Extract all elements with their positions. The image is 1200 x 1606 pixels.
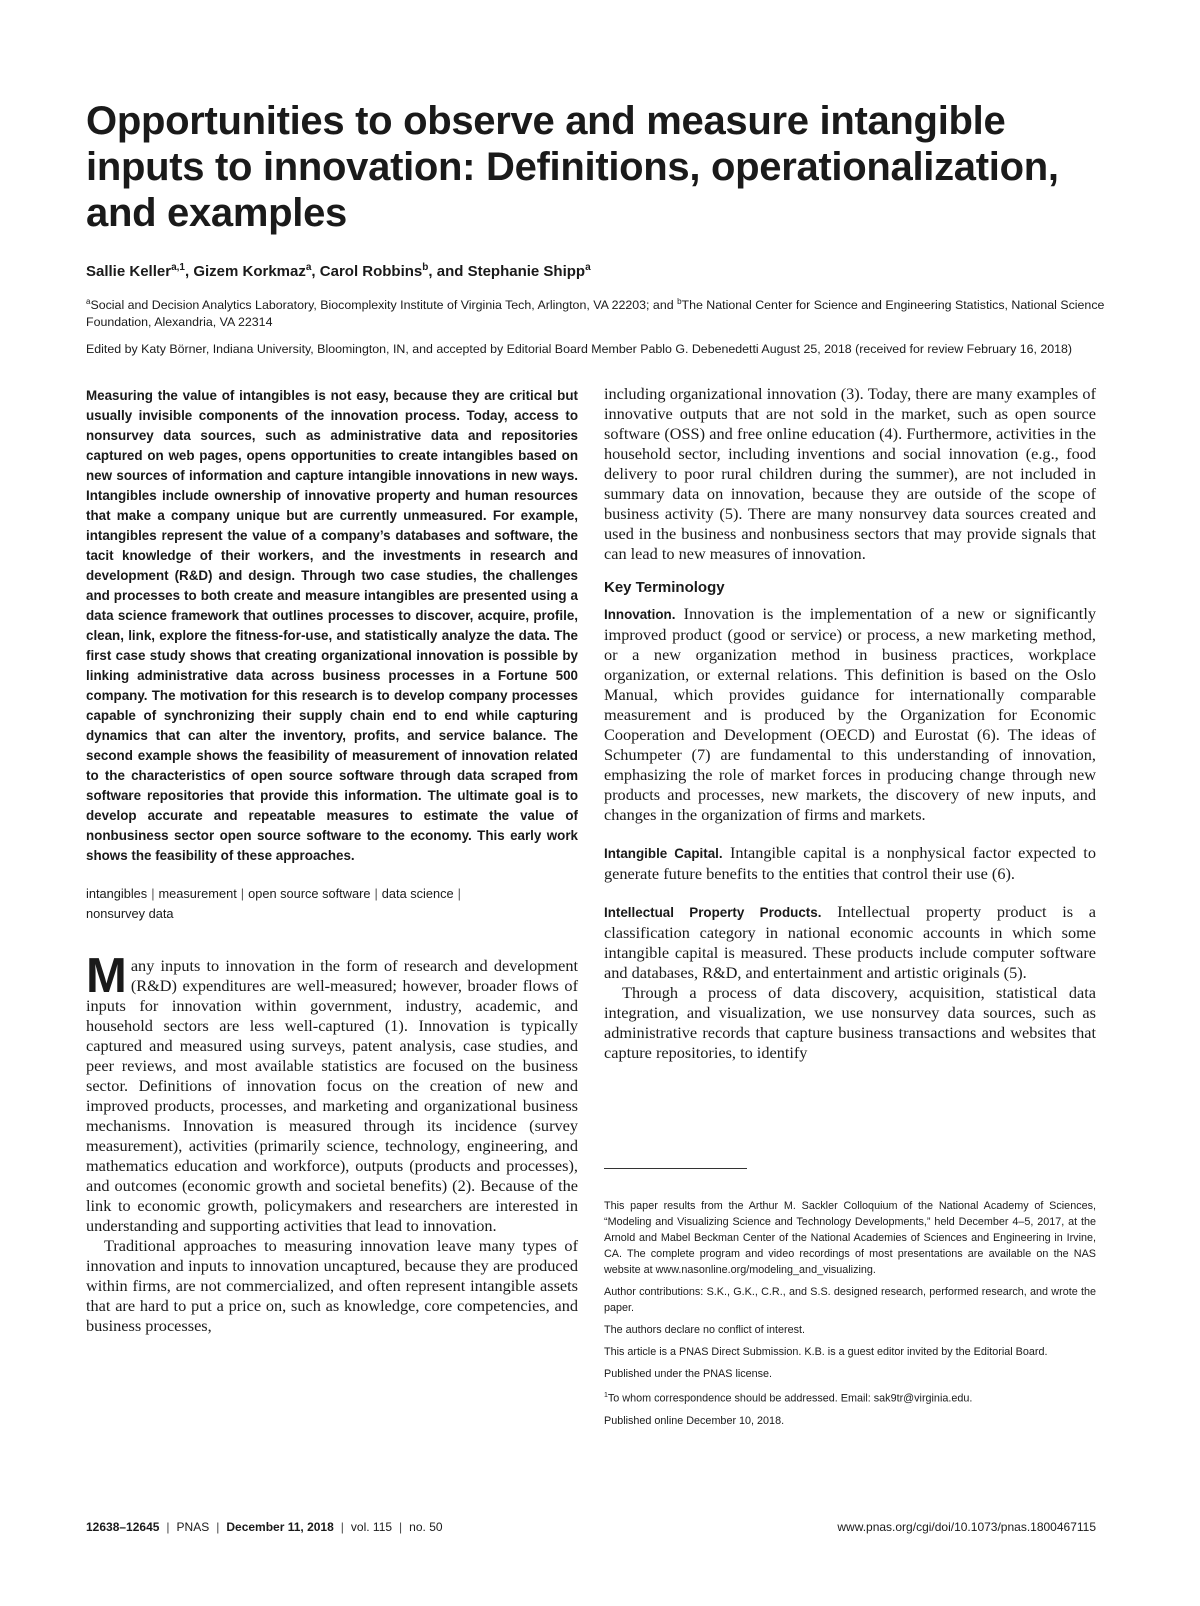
affiliation-mark: a xyxy=(86,297,91,306)
journal-name: PNAS xyxy=(176,1520,210,1534)
author-affiliation-mark: a xyxy=(585,262,591,273)
term-definition xyxy=(604,843,1096,884)
volume: vol. 115 xyxy=(350,1520,393,1534)
edited-by-note: Edited by Katy Börner, Indiana University, Bloomington, IN, and accepted by Editorial Board Member Pablo G. Debenedetti August 25, 2018 (received for review February 16, 2018) xyxy=(86,342,1073,356)
affiliation-a: Social and Decision Analytics Laboratory, Biocomplexity Institute of Virginia Tech, Arlington, VA 22203; and xyxy=(90,298,678,313)
author-name: Carol Robbins xyxy=(319,263,423,280)
footnote-published: Published online December 10, 2018. xyxy=(604,1414,785,1427)
footnote-colloquium: This paper results from the Arthur M. Sackler Colloquium of the National Academy of Sciences, “Modeling and Visualizing Science and Technology Developments,” held December 4–5, 2017, at the Arnold and Mabel Beckman Center of the National Academies of Sciences and Engineering in Irvine, CA. The complete program and video recordings of most presentations are available on the NAS website at www.nasonline.org/modeling_and_visualizing. xyxy=(604,1200,1096,1276)
footnote-divider xyxy=(604,1168,747,1169)
body-paragraph: including organizational innovation (3). Today, there are many examples of innovative outputs that are not sold in the market, such as open source software (OSS) and free online education (4). Furthermore, activities in the household sector, including inventions and social innovation (e.g., food delivery to poor rural children during the summer), are not included in summary data on innovation, because they are outside of the scope of business activity (5). There are many nonsurvey data sources created and used in the business and nonbusiness sectors that may provide signals that can lead to new measures of innovation. xyxy=(604,384,1096,563)
footnote-conflict: The authors declare no conflict of interest. xyxy=(604,1324,806,1336)
author-list xyxy=(86,258,1116,282)
correspondence-text: To whom correspondence should be addressed. Email: sak9tr@virginia.edu. xyxy=(607,1392,973,1405)
author-name: Stephanie Shipp xyxy=(467,263,586,280)
keyword: data science xyxy=(381,886,454,901)
page-range: 12638–12645 xyxy=(86,1520,160,1534)
term-name: Innovation. xyxy=(604,607,676,622)
intro-paragraph xyxy=(86,949,578,1236)
affiliation-b: The National Center for Science and Engineering Statistics, National Science Foundation, Alexandria, VA 22314 xyxy=(86,298,1105,330)
term-text: Intellectual property product is a classification category in national economic accounts in which some intangible capital is measured. These products include computer software and databases, R&D, and entertainment and artistic originals (5). xyxy=(604,902,1097,982)
author-separator: , xyxy=(311,263,320,280)
issue-date: December 11, 2018 xyxy=(226,1520,334,1534)
affiliations xyxy=(86,293,1106,331)
doi-link[interactable]: www.pnas.org/cgi/doi/10.1073/pnas.1800467115 xyxy=(837,1520,1096,1534)
keyword: nonsurvey data xyxy=(86,906,174,921)
issue-number: no. 50 xyxy=(409,1520,443,1534)
author-affiliation-mark: a xyxy=(305,262,312,273)
footnote-submission: This article is a PNAS Direct Submission. K.B. is a guest editor invited by the Editorial Board. xyxy=(604,1346,1048,1358)
author-name: Gizem Korkmaz xyxy=(193,263,306,280)
keyword: open source software xyxy=(248,886,371,901)
footnote-correspondence xyxy=(604,1388,1096,1407)
author-affiliation-mark: b xyxy=(422,262,429,273)
intro-paragraph-text: any inputs to innovation in the form of research and development (R&D) expenditures are well-measured; however, broader flows of inputs for innovation within government, industry, academic, and household sectors are less well-captured (1). Innovation is typically captured and measured using surveys, patent analysis, case studies, and peer reviews, and most available statistics are focused on the business sector. Definitions of innovation focus on the creation of new and improved products, processes, and marketing and organizational business mechanisms. Innovation is measured through its incidence (survey measurement), activities (primarily science, technology, engineering, and mathematics education and workforce), outputs (products and processes), and outcomes (economic growth and societal benefits) (2). Because of the link to economic growth, policymakers and researchers are interested in understanding and supporting activities that lead to innovation. xyxy=(86,956,578,1235)
term-text: Innovation is the implementation of a new or significantly improved product (good or service) or process, a new marketing method, or a new organization method in business practices, workplace organization, or external relations. This definition is based on the Oslo Manual, which provides guidance for internationally comparable measurement and is produced by the Organization for Economic Cooperation and Development (OECD) and Eurostat (6). The ideas of Schumpeter (7) are fundamental to this understanding of innovation, emphasizing the role of market forces in producing change through new products and processes, new markets, the discovery of new inputs, and changes in the organization of firms and markets. xyxy=(604,604,1096,824)
author-affiliation-mark: a,1 xyxy=(171,262,185,273)
keywords: intangibles | measurement | open source software | data science | nonsurvey data xyxy=(86,886,461,921)
affiliation-mark: b xyxy=(677,297,682,306)
footnote-license: Published under the PNAS license. xyxy=(604,1368,773,1380)
term-definition xyxy=(604,902,1096,983)
author-name: Sallie Keller xyxy=(86,263,172,280)
body-paragraph: Through a process of data discovery, acquisition, statistical data integration, and visualization, we use nonsurvey data sources, such as administrative records that capture business transactions and websites that capture repositories, to identify xyxy=(604,983,1096,1062)
term-definition xyxy=(604,604,1096,825)
footnote-mark: 1 xyxy=(604,1392,608,1399)
author-separator: , xyxy=(184,263,194,280)
term-name: Intangible Capital. xyxy=(604,846,723,861)
term-name: Intellectual Property Products. xyxy=(604,905,822,920)
intro-paragraph: Traditional approaches to measuring innovation leave many types of innovation and inputs to innovation uncaptured, because they are produced within firms, are not commercialized, and often represent intangible assets that are hard to put a price on, such as knowledge, core competencies, and business processes, xyxy=(86,1236,578,1335)
footnotes xyxy=(604,1198,1096,1435)
author-separator: , and xyxy=(428,263,468,280)
footer-citation: 12638–12645 | PNAS | December 11, 2018 | vol. 115 | no. 50 xyxy=(86,1520,443,1534)
footnote-contributions: Author contributions: S.K., G.K., C.R., and S.S. designed research, performed research, and wrote the paper. xyxy=(604,1286,1096,1314)
right-column xyxy=(604,384,1096,1063)
abstract: Measuring the value of intangibles is not easy, because they are critical but usually invisible components of the innovation process. Today, access to nonsurvey data sources, such as administrative data and repositories captured on web pages, opens opportunities to create intangibles based on new sources of information and capture intangible innovations in new ways. Intangibles include ownership of innovative property and human resources that make a company unique but are currently unmeasured. For example, intangibles represent the value of a company’s databases and software, the tacit knowledge of their workers, and the investments in research and development (R&D) and design. Through two case studies, the challenges and processes to both create and measure intangibles are presented using a data science framework that outlines processes to discover, acquire, profile, clean, link, explore the fitness-for-use, and statistically analyze the data. The first case study shows that creating organizational innovation is possible by linking administrative data across business processes in a Fortune 500 company. The motivation for this research is to develop company processes capable of synchronizing their supply chain end to end while capturing dynamics that can alter the inventory, profits, and service balance. The second example shows the feasibility of measurement of innovation related to the characteristics of open source software through data scraped from software repositories that provide this information. The ultimate goal is to develop accurate and repeatable measures to estimate the value of nonbusiness sector open source software to the economy. This early work shows the feasibility of these approaches. xyxy=(86,388,578,863)
left-column xyxy=(86,386,578,1336)
drop-cap: M xyxy=(86,949,127,1003)
introduction xyxy=(86,949,578,1336)
paper-title: Opportunities to observe and measure intangible inputs to innovation: Definitions, operationalization, and examples xyxy=(86,99,1059,235)
section-heading: Key Terminology xyxy=(604,579,725,596)
keyword: intangibles xyxy=(86,886,148,901)
keyword: measurement xyxy=(158,886,237,901)
term-text: Intangible capital is a nonphysical factor expected to generate future benefits to the entities that control their use (6). xyxy=(604,843,1096,883)
